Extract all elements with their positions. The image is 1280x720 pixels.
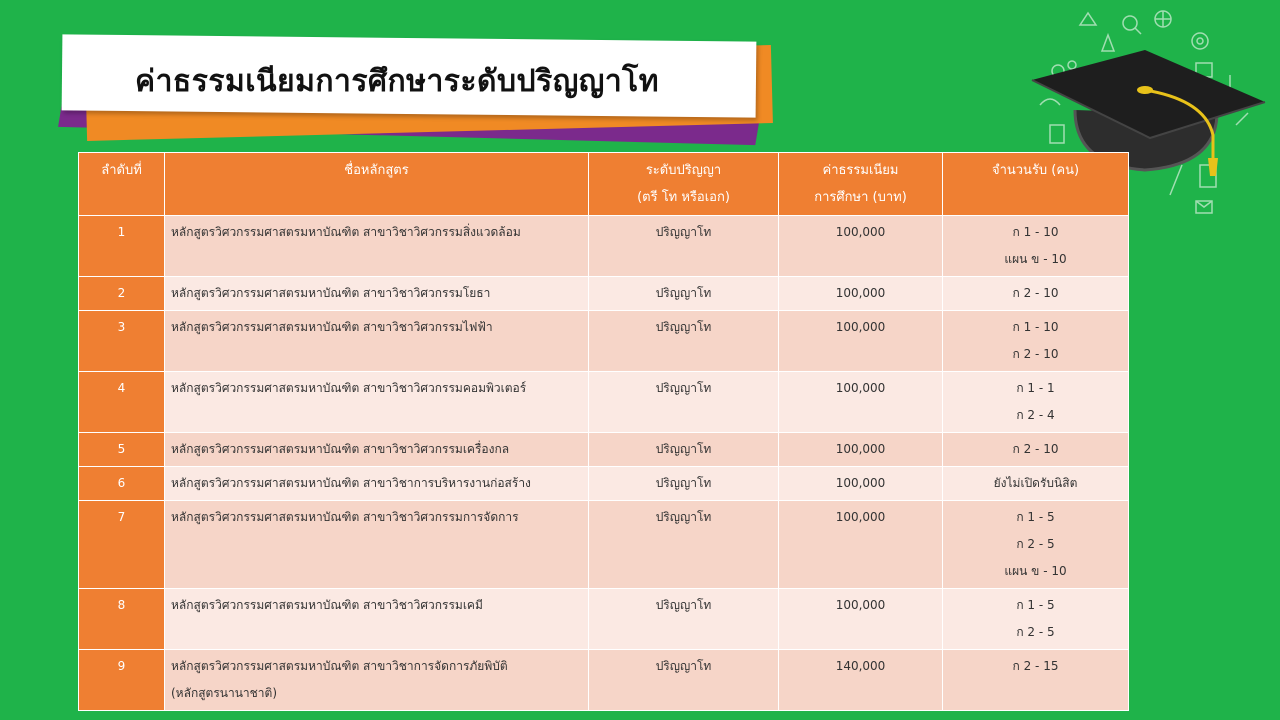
quota-line: ก 1 - 1 — [1016, 381, 1055, 395]
quota-line: ยังไม่เปิดรับนิสิต — [993, 476, 1078, 490]
row-number: 7 — [79, 501, 165, 589]
table-row — [79, 311, 1129, 372]
program-name: หลักสูตรวิศวกรรมศาสตรมหาบัณฑิต สาขาวิชาวิศวกรรมโยธา — [165, 277, 589, 311]
program-note: (หลักสูตรนานาชาติ) — [171, 686, 278, 700]
table-row — [79, 501, 1129, 589]
row-number: 6 — [79, 467, 165, 501]
admission-quota — [943, 433, 1129, 467]
row-number: 8 — [79, 589, 165, 650]
quota-line: ก 2 - 5 — [1016, 625, 1055, 639]
header-program: ชื่อหลักสูตร — [165, 153, 589, 216]
row-number: 3 — [79, 311, 165, 372]
quota-line: แผน ข - 10 — [1004, 252, 1067, 266]
quota-line: ก 1 - 5 — [1016, 598, 1055, 612]
table-row — [79, 277, 1129, 311]
table-row — [79, 433, 1129, 467]
program-name: หลักสูตรวิศวกรรมศาสตรมหาบัณฑิต สาขาวิชาวิศวกรรมเครื่องกล — [165, 433, 589, 467]
tuition-fee: 100,000 — [779, 467, 943, 501]
tuition-fee: 100,000 — [779, 277, 943, 311]
admission-quota — [943, 589, 1129, 650]
degree-level: ปริญญาโท — [589, 277, 779, 311]
quota-line: ก 2 - 10 — [1012, 442, 1059, 456]
table-row — [79, 467, 1129, 501]
header-no: ลำดับที่ — [79, 153, 165, 216]
title-banner — [0, 0, 800, 150]
admission-quota — [943, 372, 1129, 433]
quota-line: ก 1 - 5 — [1016, 510, 1055, 524]
admission-quota — [943, 311, 1129, 372]
program-name: หลักสูตรวิศวกรรมศาสตรมหาบัณฑิต สาขาวิชาวิศวกรรมสิ่งแวดล้อม — [165, 216, 589, 277]
degree-level: ปริญญาโท — [589, 372, 779, 433]
row-number: 9 — [79, 650, 165, 711]
degree-level: ปริญญาโท — [589, 501, 779, 589]
page-title: ค่าธรรมเนียมการศึกษาระดับปริญญาโท — [135, 64, 660, 99]
degree-level: ปริญญาโท — [589, 216, 779, 277]
table-row — [79, 650, 1129, 711]
program-name: หลักสูตรวิศวกรรมศาสตรมหาบัณฑิต สาขาวิชาวิศวกรรมเคมี — [165, 589, 589, 650]
table-row — [79, 372, 1129, 433]
tuition-fee: 100,000 — [779, 589, 943, 650]
program-name: หลักสูตรวิศวกรรมศาสตรมหาบัณฑิต สาขาวิชาวิศวกรรมคอมพิวเตอร์ — [165, 372, 589, 433]
table-row — [79, 589, 1129, 650]
row-number: 4 — [79, 372, 165, 433]
degree-level: ปริญญาโท — [589, 433, 779, 467]
quota-line: ก 1 - 10 — [1012, 225, 1059, 239]
program-name: หลักสูตรวิศวกรรมศาสตรมหาบัณฑิต สาขาวิชาการบริหารงานก่อสร้าง — [165, 467, 589, 501]
quota-line: ก 1 - 10 — [1012, 320, 1059, 334]
quota-line: แผน ข - 10 — [1004, 564, 1067, 578]
row-number: 5 — [79, 433, 165, 467]
degree-level: ปริญญาโท — [589, 311, 779, 372]
table-header-row — [79, 153, 1129, 216]
quota-line: ก 2 - 10 — [1012, 286, 1059, 300]
quota-line: ก 2 - 10 — [1012, 347, 1059, 361]
header-degree: ระดับปริญญา (ตรี โท หรือเอก) — [589, 153, 779, 216]
quota-line: ก 2 - 4 — [1016, 408, 1055, 422]
tuition-fee: 140,000 — [779, 650, 943, 711]
tuition-fee: 100,000 — [779, 216, 943, 277]
program-name: หลักสูตรวิศวกรรมศาสตรมหาบัณฑิต สาขาวิชาวิศวกรรมไฟฟ้า — [165, 311, 589, 372]
quota-line: ก 2 - 5 — [1016, 537, 1055, 551]
header-quota: จำนวนรับ (คน) — [943, 153, 1129, 216]
tuition-fee: 100,000 — [779, 372, 943, 433]
degree-level: ปริญญาโท — [589, 467, 779, 501]
degree-level: ปริญญาโท — [589, 589, 779, 650]
row-number: 1 — [79, 216, 165, 277]
quota-line: ก 2 - 15 — [1012, 659, 1059, 673]
admission-quota — [943, 650, 1129, 711]
degree-level: ปริญญาโท — [589, 650, 779, 711]
row-number: 2 — [79, 277, 165, 311]
admission-quota — [943, 467, 1129, 501]
table-row — [79, 216, 1129, 277]
program-name: หลักสูตรวิศวกรรมศาสตรมหาบัณฑิต สาขาวิชาการจัดการภัยพิบัติ (หลักสูตรนานาชาติ) — [165, 650, 589, 711]
admission-quota — [943, 216, 1129, 277]
tuition-fee: 100,000 — [779, 501, 943, 589]
header-fee: ค่าธรรมเนียม การศึกษา (บาท) — [779, 153, 943, 216]
fee-table — [78, 152, 1129, 711]
tuition-fee: 100,000 — [779, 311, 943, 372]
admission-quota — [943, 277, 1129, 311]
program-name: หลักสูตรวิศวกรรมศาสตรมหาบัณฑิต สาขาวิชาวิศวกรรมการจัดการ — [165, 501, 589, 589]
admission-quota — [943, 501, 1129, 589]
tuition-fee: 100,000 — [779, 433, 943, 467]
